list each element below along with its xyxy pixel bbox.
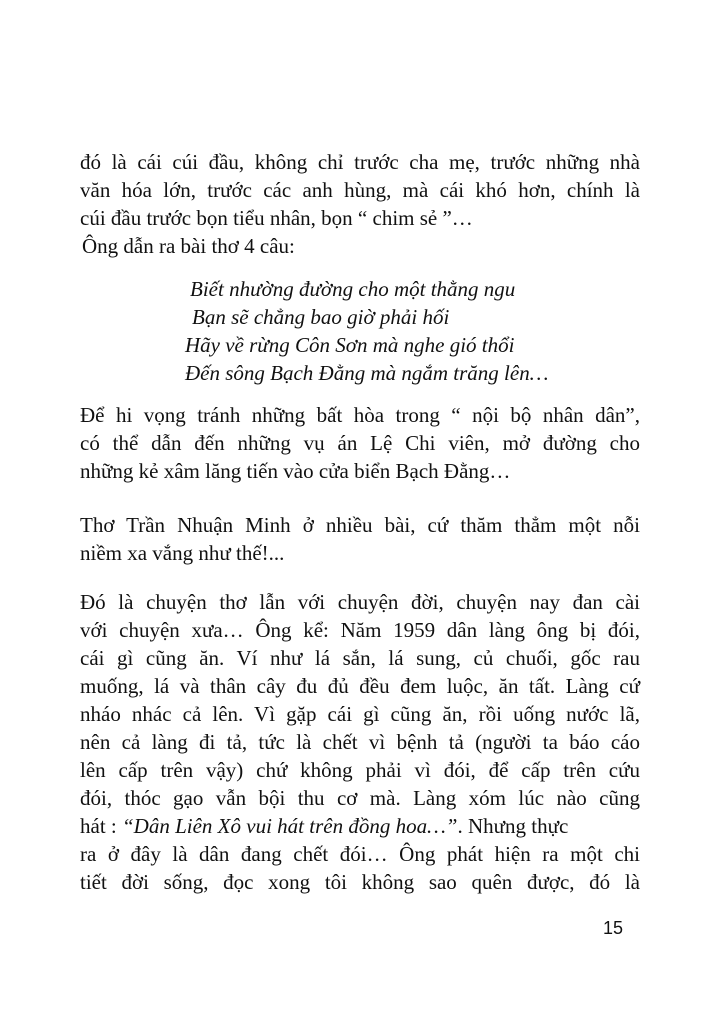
- poem: [183, 275, 603, 387]
- text-line: có thể dẫn đến những vụ án Lệ Chi viên, mở đường cho: [80, 431, 640, 455]
- paragraph: [80, 588, 640, 896]
- paragraph: [80, 511, 640, 567]
- poem-intro: Ông dẫn ra bài thơ 4 câu:: [82, 234, 295, 258]
- text-line: nên cả làng đi tả, tức là chết vì bệnh tả (người ta báo cáo: [80, 730, 640, 754]
- text-line: Thơ Trần Nhuận Minh ở nhiều bài, cứ thăm thẳm một nỗi: [80, 513, 640, 537]
- text-run: hát :: [80, 814, 122, 838]
- text-line: Để hi vọng tránh những bất hòa trong “ nội bộ nhân dân”,: [80, 403, 640, 427]
- text-line: văn hóa lớn, trước các anh hùng, mà cái khó hơn, chính là: [80, 178, 640, 202]
- poem-line: Đến sông Bạch Đằng mà ngắm trăng lên…: [185, 361, 549, 385]
- paragraph-continued: [80, 148, 640, 260]
- poem-line: Biết nhường đường cho một thằng ngu: [190, 277, 516, 301]
- text-line: cúi đầu trước bọn tiểu nhân, bọn “ chim sẻ ”…: [80, 206, 473, 230]
- text-line: đói, thóc gạo vẫn bội thu cơ mà. Làng xóm lúc nào cũng: [80, 786, 640, 810]
- text-line: nháo nhác cả lên. Vì gặp cái gì cũng ăn, rồi uống nước lã,: [80, 702, 640, 726]
- text-line: lên cấp trên vậy) chứ không phải vì đói, để cấp trên cứu: [80, 758, 640, 782]
- text-line: với chuyện xưa… Ông kể: Năm 1959 dân làng ông bị đói,: [80, 618, 640, 642]
- text-line: niềm xa vắng như thế!...: [80, 541, 285, 565]
- text-line: tiết đời sống, đọc xong tôi không sao quên được, đó là: [80, 870, 640, 894]
- page-number: 15: [603, 918, 624, 938]
- text-line: muống, lá và thân cây đu đủ đều đem luộc, ăn tất. Làng cứ: [80, 674, 640, 698]
- poem-line: Hãy về rừng Côn Sơn mà nghe gió thổi: [185, 333, 515, 357]
- poem-line: Bạn sẽ chẳng bao giờ phải hối: [192, 305, 450, 329]
- text-line: [80, 812, 640, 840]
- text-line: Đó là chuyện thơ lẫn với chuyện đời, chuyện nay đan cài: [80, 590, 640, 614]
- text-line: cái gì cũng ăn. Ví như lá sắn, lá sung, củ chuối, gốc rau: [80, 646, 640, 670]
- text-line: ra ở đây là dân đang chết đói… Ông phát hiện ra một chi: [80, 842, 640, 866]
- paragraph: [80, 401, 640, 485]
- text-line: đó là cái cúi đầu, không chỉ trước cha mẹ, trước những nhà: [80, 150, 640, 174]
- text-run: . Nhưng thực: [457, 814, 569, 838]
- quoted-song: “Dân Liên Xô vui hát trên đồng hoa…”: [122, 814, 458, 838]
- text-line: những kẻ xâm lăng tiến vào cửa biển Bạch Đằng…: [80, 459, 511, 483]
